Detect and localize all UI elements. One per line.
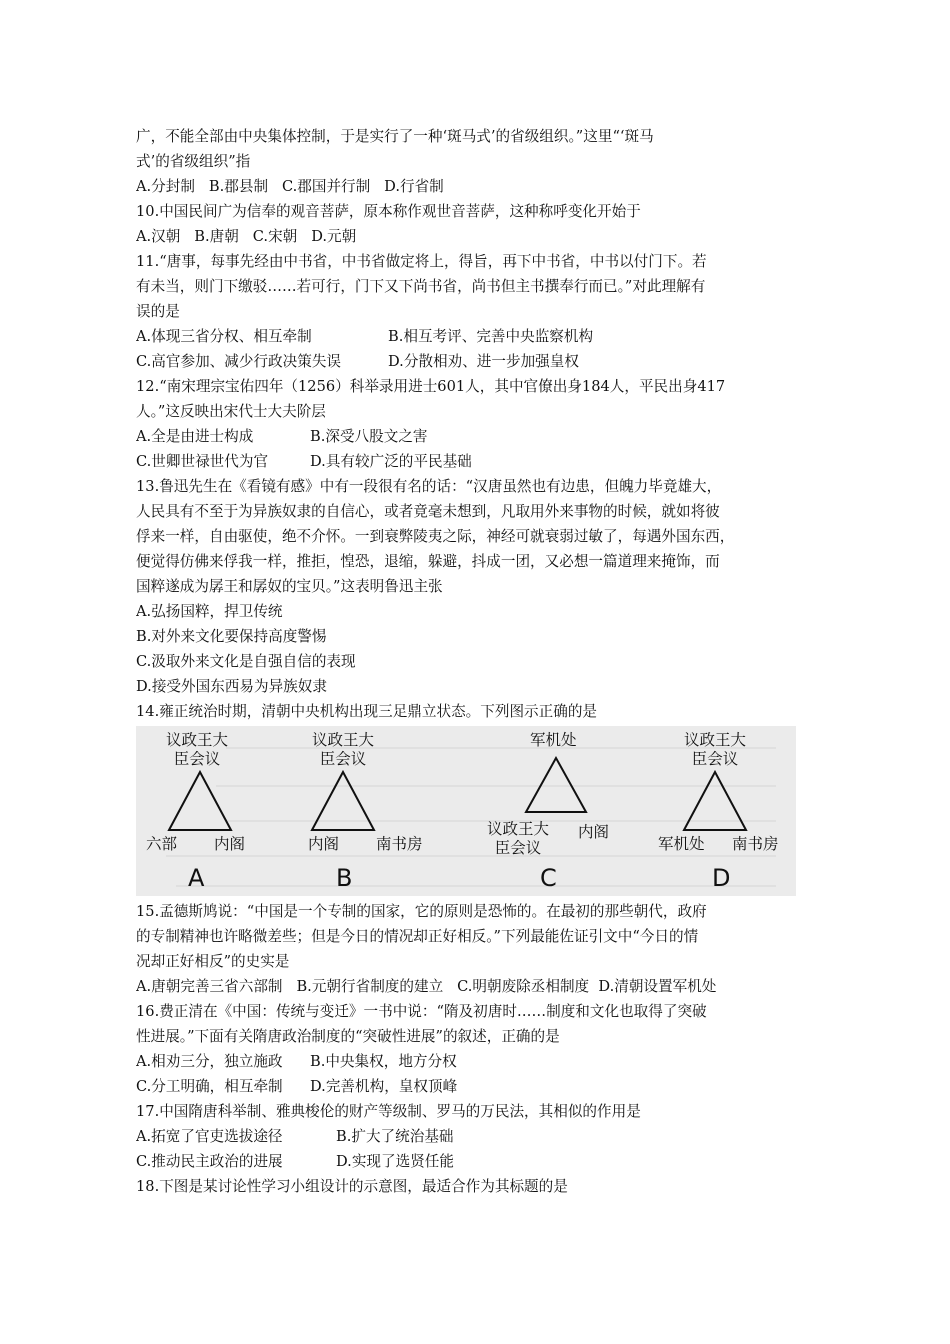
diagram-top-label: 议政王大 臣会议 <box>311 731 374 768</box>
option: D.具有较广泛的平民基础 <box>310 453 472 470</box>
option: C.郡国并行制 <box>281 178 371 195</box>
diagram-b <box>296 726 461 896</box>
option: B.扩大了统治基础 <box>336 1128 454 1145</box>
q13-stem-line: 俘来一样，自由驱使，绝不介怀。一到衰弊陵夷之际，神经可就衰弱过敏了，每遇外国东西， <box>136 528 735 545</box>
option: B.郡县制 <box>208 178 269 195</box>
option: B.元朝行省制度的建立 <box>296 978 444 995</box>
option: A.弘扬国粹，捍卫传统 <box>136 603 283 620</box>
option: A.全是由进士构成 <box>136 428 254 445</box>
option: C.汲取外来文化是自强自信的表现 <box>136 653 356 670</box>
option: D.分散相劝、进一步加强皇权 <box>388 353 579 370</box>
option: A.体现三省分权、相互牵制 <box>136 328 312 345</box>
q10-stem: 10.中国民间广为信奉的观音菩萨，原本称作观世音菩萨，这种称呼变化开始于 <box>136 203 641 220</box>
option: D.实现了选贤任能 <box>336 1153 454 1170</box>
option: B.深受八股文之害 <box>310 428 428 445</box>
option: A.分封制 <box>136 178 195 195</box>
q11-stem-line: 误的是 <box>136 303 180 320</box>
q9-stem-line: 式’的省级组织”指 <box>136 153 251 170</box>
diagram-right-label: 南书房 <box>376 835 423 853</box>
q10-options <box>136 224 816 249</box>
option: C.分工明确，相互牵制 <box>136 1078 283 1095</box>
option: B.相互考评、完善中央监察机构 <box>388 328 594 345</box>
exam-page <box>136 124 816 1199</box>
q12-stem-line: 人。”这反映出宋代士大夫阶层 <box>136 403 326 420</box>
q11-stem-line: 11.“唐事，每事先经由中书省，中书省做定将上，得旨，再下中书省，中书以付门下。若 <box>136 253 707 270</box>
q16-options-row <box>136 1074 816 1099</box>
q11-stem-line: 有未当，则门下缴驳……若可行，门下又下尚书省，尚书但主书撰奉行而已。”对此理解有 <box>136 278 706 295</box>
q13-stem-line: 便觉得仿佛来俘我一样，推拒，惶恐，退缩，躲避，抖成一团，又必想一篇道理来掩饰，而 <box>136 553 720 570</box>
diagram-top-label: 军机处 <box>530 731 577 749</box>
option: A.唐朝完善三省六部制 <box>136 978 283 995</box>
q17-options-row <box>136 1149 816 1174</box>
option: A.相劝三分，独立施政 <box>136 1053 283 1070</box>
diagram-right-label: 内阁 <box>578 823 610 841</box>
diagram-letter: B <box>336 864 353 892</box>
q17-options-row <box>136 1124 816 1149</box>
diagram-top-label: 议政王大 臣会议 <box>683 731 746 768</box>
option: C.宋朝 <box>252 228 298 245</box>
q17-stem: 17.中国隋唐科举制、雅典梭伦的财产等级制、罗马的万民法，其相似的作用是 <box>136 1103 641 1120</box>
q16-stem-line: 性进展。”下面有关隋唐政治制度的“突破性进展”的叙述，正确的是 <box>136 1028 560 1045</box>
diagram-left-label: 议政王大 臣会议 <box>486 820 549 857</box>
option: B.中央集权，地方分权 <box>310 1053 457 1070</box>
q15-stem-line: 15.孟德斯鸠说：“中国是一个专制的国家，它的原则是恐怖的。在最初的那些朝代，政府 <box>136 903 707 920</box>
diagram-letter: D <box>712 864 731 892</box>
option: D.完善机构，皇权顶峰 <box>310 1078 458 1095</box>
option: B.对外来文化要保持高度警惕 <box>136 628 327 645</box>
diagram-left-label: 内阁 <box>308 835 340 853</box>
q11-options-row <box>136 324 816 349</box>
diagram-top-label: 议政王大 臣会议 <box>165 731 228 768</box>
option: C.明朝废除丞相制度 <box>457 978 590 995</box>
option: D.元朝 <box>311 228 357 245</box>
diagram-left-label: 六部 <box>146 835 178 853</box>
q13-stem-line: 国粹遂成为孱王和孱奴的宝贝。”这表明鲁迅主张 <box>136 578 443 595</box>
diagram-c <box>476 726 646 896</box>
diagram-left-label: 军机处 <box>658 835 705 853</box>
option: C.世卿世禄世代为官 <box>136 453 269 470</box>
diagram-letter: A <box>188 864 205 892</box>
q15-stem-line: 况却正好相反”的史实是 <box>136 953 290 970</box>
q15-stem-line: 的专制精神也许略微差些；但是今日的情况却正好相反。”下列最能佐证引文中“今日的情 <box>136 928 699 945</box>
option: D.行省制 <box>384 178 444 195</box>
triangle-shape <box>136 726 301 896</box>
q11-options-row <box>136 349 816 374</box>
option: C.高官参加、减少行政决策失误 <box>136 353 342 370</box>
diagram-right-label: 内阁 <box>214 835 246 853</box>
q18-stem: 18.下图是某讨论性学习小组设计的示意图，最适合作为其标题的是 <box>136 1178 568 1195</box>
option: A.拓宽了官吏选拔途径 <box>136 1128 283 1145</box>
option: C.推动民主政治的进展 <box>136 1153 283 1170</box>
diagram-right-label: 南书房 <box>732 835 779 853</box>
q9-stem-line: 广，不能全部由中央集体控制，于是实行了一种‘斑马式’的省级组织。”这里“‘斑马 <box>136 128 654 145</box>
option: B.唐朝 <box>194 228 239 245</box>
option: D.清朝设置军机处 <box>598 978 717 995</box>
option: D.接受外国东西易为异族奴隶 <box>136 678 327 695</box>
diagram-a <box>136 726 301 896</box>
triangle-shape <box>296 726 461 896</box>
q13-stem-line: 13.鲁迅先生在《看镜有感》中有一段很有名的话：“汉唐虽然也有边患，但魄力毕竟雄大， <box>136 478 722 495</box>
triangle-shape <box>476 726 646 896</box>
q14-stem: 14.雍正统治时期，清朝中央机构出现三足鼎立状态。下列图示正确的是 <box>136 703 598 720</box>
diagram-letter: C <box>540 864 557 892</box>
q12-options-row <box>136 449 816 474</box>
q16-stem-line: 16.费正清在《中国：传统与变迁》一书中说：“隋及初唐时……制度和文化也取得了突破 <box>136 1003 707 1020</box>
q12-stem-line: 12.“南宋理宗宝佑四年（1256）科举录用进士601人，其中官僚出身184人，平民出身417 <box>136 378 726 395</box>
option: A.汉朝 <box>136 228 181 245</box>
q16-options-row <box>136 1049 816 1074</box>
q13-stem-line: 人民具有不至于为异族奴隶的自信心，或者竟毫未想到，凡取用外来事物的时候，就如将彼 <box>136 503 720 520</box>
q12-options-row <box>136 424 816 449</box>
diagram-d <box>636 726 796 896</box>
q15-options <box>136 974 816 999</box>
q9-options <box>136 174 816 199</box>
q14-figure <box>136 726 796 896</box>
